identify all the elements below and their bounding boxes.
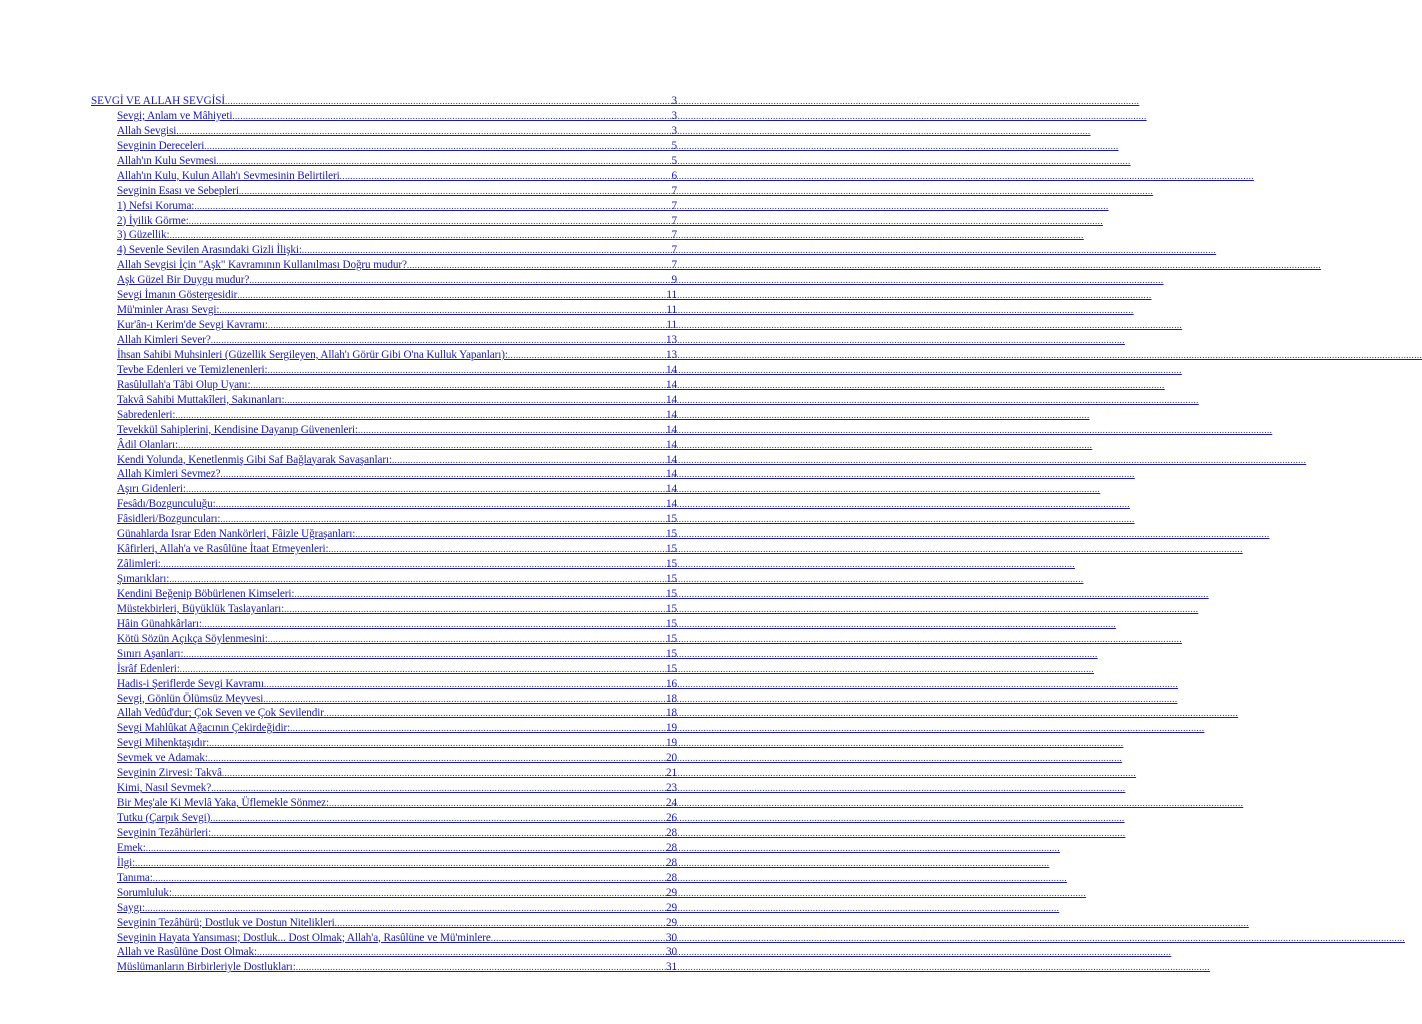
toc-entry-title: İhsan Sahibi Muhsinleri (Güzellik Sergileyen, Allah'ı Görür Gibi O'na Kulluk Yapanları): <box>117 348 508 361</box>
toc-entry <box>91 856 677 871</box>
toc-page-number: 14 <box>666 408 677 421</box>
toc-entry-title: Emek: <box>117 841 146 854</box>
toc-link[interactable] <box>91 333 677 348</box>
toc-entry-title: Sevgi Mahlûkat Ağacının Çekirdeğidir: <box>117 722 291 735</box>
toc-entry-title: Şımarıkları: <box>117 573 170 585</box>
toc-page-number: 14 <box>666 423 677 436</box>
toc-entry-title: İsrâf Edenleri: <box>117 662 180 675</box>
toc-entry-title: 2) İyilik Görme: <box>117 214 189 227</box>
toc-page-number: 11 <box>666 319 677 332</box>
toc-link[interactable] <box>91 273 677 288</box>
toc-page-number: 18 <box>666 692 677 705</box>
toc-link[interactable] <box>91 228 677 243</box>
toc-entry <box>91 94 677 109</box>
toc-dot-leader <box>172 886 666 901</box>
toc-link[interactable] <box>91 467 677 482</box>
toc-entry <box>91 916 677 931</box>
toc-link[interactable] <box>91 408 677 423</box>
toc-dot-leader <box>211 781 666 796</box>
toc-dot-leader <box>407 258 672 273</box>
toc-dot-leader <box>284 602 666 617</box>
toc-entry-title: Müstekbirleri, Büyüklük Taslayanları: <box>117 602 285 615</box>
toc-dot-leader <box>250 378 666 393</box>
toc-link[interactable] <box>91 617 677 632</box>
toc-link[interactable] <box>91 692 677 707</box>
toc-entry <box>91 886 677 901</box>
toc-page-number: 7 <box>671 259 677 272</box>
toc-link[interactable] <box>91 303 677 318</box>
toc-page-number: 19 <box>666 737 677 750</box>
toc-link[interactable] <box>91 721 677 736</box>
toc-link[interactable] <box>91 811 677 826</box>
toc-entry <box>91 228 677 243</box>
toc-dot-leader <box>208 751 666 766</box>
toc-page-number: 15 <box>666 662 677 675</box>
toc-link[interactable] <box>91 856 677 871</box>
toc-page-number: 11 <box>666 289 677 302</box>
toc-entry <box>91 497 677 512</box>
toc-dot-leader <box>294 587 666 602</box>
toc-entry-title: Zâlimleri: <box>117 558 161 571</box>
toc-page-number: 6 <box>671 169 677 182</box>
toc-entry-title: SEVGİ VE ALLAH SEVGİSİ <box>91 95 226 107</box>
toc-entry <box>91 512 677 527</box>
toc-entry <box>91 527 677 542</box>
toc-dot-leader <box>178 438 666 453</box>
toc-entry <box>91 423 677 438</box>
toc-entry-title: Sevmek ve Adamak: <box>117 752 208 765</box>
toc-entry <box>91 184 677 199</box>
toc-dot-leader <box>296 960 666 975</box>
toc-link[interactable] <box>91 378 677 393</box>
toc-entry-title: Allah Kimleri Sevmez? <box>117 468 221 481</box>
toc-page-number: 3 <box>671 109 677 122</box>
toc-entry <box>91 751 677 766</box>
toc-link[interactable] <box>91 677 677 692</box>
toc-page-number: 30 <box>666 931 677 944</box>
toc-entry <box>91 602 677 617</box>
toc-link[interactable] <box>91 647 677 662</box>
toc-dot-leader <box>329 796 666 811</box>
toc-dot-leader <box>268 632 666 647</box>
toc-dot-leader <box>237 288 666 303</box>
toc-page-number: 18 <box>666 707 677 720</box>
toc-entry <box>91 243 677 258</box>
toc-link[interactable] <box>91 602 677 617</box>
toc-entry-title: Sevginin Esası ve Sebepleri <box>117 184 239 197</box>
toc-dot-leader <box>175 408 666 423</box>
toc-entry-title: Sevginin Zirvesi: Takvâ <box>117 767 222 780</box>
toc-link[interactable] <box>91 482 677 497</box>
toc-entry <box>91 706 677 721</box>
toc-page-number: 5 <box>671 154 677 167</box>
toc-entry-title: Hadis-i Şeriflerde Sevgi Kavramı <box>117 677 264 690</box>
toc-entry <box>91 169 677 184</box>
toc-entry <box>91 333 677 348</box>
toc-page-number: 9 <box>671 274 677 287</box>
toc-dot-leader <box>220 512 666 527</box>
toc-dot-leader <box>169 572 666 587</box>
toc-entry-title: Allah'ın Kulu Sevmesi <box>117 154 217 167</box>
toc-entry-title: Allah ve Rasûlüne Dost Olmak: <box>117 946 258 959</box>
toc-dot-leader <box>239 184 672 199</box>
toc-page-number: 29 <box>666 901 677 914</box>
toc-entry <box>91 647 677 662</box>
toc-dot-leader <box>183 647 666 662</box>
toc-entry <box>91 781 677 796</box>
toc-entry-title: Sevginin Dereceleri <box>117 139 205 152</box>
toc-dot-leader <box>249 273 671 288</box>
toc-dot-leader <box>211 333 666 348</box>
toc-dot-leader <box>268 363 666 378</box>
toc-entry <box>91 871 677 886</box>
toc-dot-leader <box>491 931 666 946</box>
toc-dot-leader <box>189 214 672 229</box>
toc-page-number: 13 <box>666 334 677 346</box>
toc-entry-title: Sevginin Tezâhürü; Dostluk ve Dostun Nitelikleri <box>117 916 335 929</box>
toc-link[interactable] <box>91 124 677 139</box>
toc-link[interactable] <box>91 542 677 557</box>
toc-link[interactable] <box>91 318 677 333</box>
toc-page-number: 23 <box>666 782 677 795</box>
toc-entry <box>91 363 677 378</box>
toc-entry-title: Aşk Güzel Bir Duygu mudur? <box>117 274 250 287</box>
toc-entry <box>91 453 677 468</box>
toc-entry-title: Sevgi, Gönlün Ölümsüz Meyvesi <box>117 692 264 705</box>
toc-link[interactable] <box>91 497 677 512</box>
toc-page-number: 7 <box>671 214 677 227</box>
toc-dot-leader <box>392 453 666 468</box>
toc-dot-leader <box>328 542 666 557</box>
toc-link[interactable] <box>91 706 677 721</box>
toc-link[interactable] <box>91 438 677 453</box>
toc-dot-leader <box>219 303 666 318</box>
toc-dot-leader <box>290 721 666 736</box>
toc-page-number: 7 <box>671 184 677 197</box>
toc-dot-leader <box>202 617 666 632</box>
toc-entry <box>91 214 677 229</box>
toc-entry <box>91 438 677 453</box>
toc-link[interactable] <box>91 931 677 946</box>
toc-entry-title: Allah Sevgisi İçin "Aşk" Kavramının Kullanılması Doğru mudur? <box>117 259 407 272</box>
toc-entry <box>91 721 677 736</box>
toc-entry-title: Sevgi; Anlam ve Mâhiyeti <box>117 109 233 122</box>
toc-entry-title: Kur'ân-ı Kerim'de Sevgi Kavramı: <box>117 319 268 332</box>
toc-link[interactable] <box>91 557 677 572</box>
table-of-contents <box>91 94 677 975</box>
toc-link[interactable] <box>91 348 677 363</box>
toc-entry-title: Kötü Sözün Açıkça Söylenmesini: <box>117 632 268 645</box>
toc-entry <box>91 736 677 751</box>
toc-entry-title: İlgi: <box>117 856 136 869</box>
toc-entry-title: Sevginin Hayata Yansıması; Dostluk... Dost Olmak; Allah'a, Rasûlüne ve Mü'minlere <box>117 931 491 944</box>
toc-entry <box>91 303 677 318</box>
toc-dot-leader <box>302 243 672 258</box>
toc-dot-leader <box>204 139 671 154</box>
toc-entry <box>91 109 677 124</box>
toc-page-number: 15 <box>666 587 677 600</box>
toc-link[interactable] <box>91 751 677 766</box>
toc-entry <box>91 482 677 497</box>
toc-dot-leader <box>285 393 666 408</box>
toc-entry-title: Rasûlullah'a Tâbi Olup Uyanı: <box>117 378 251 391</box>
toc-entry <box>91 139 677 154</box>
toc-page-number: 7 <box>671 199 677 212</box>
toc-entry <box>91 796 677 811</box>
toc-entry <box>91 199 677 214</box>
toc-entry-title: Fâsidleri/Bozguncuları: <box>117 513 221 526</box>
toc-page-number: 15 <box>666 528 677 541</box>
toc-dot-leader <box>264 677 666 692</box>
toc-dot-leader <box>508 348 666 363</box>
toc-link[interactable] <box>91 945 677 960</box>
toc-link[interactable] <box>91 886 677 901</box>
toc-page-number: 28 <box>666 826 677 839</box>
toc-entry <box>91 901 677 916</box>
toc-entry <box>91 572 677 587</box>
toc-dot-leader <box>209 736 666 751</box>
toc-link[interactable] <box>91 199 677 214</box>
toc-dot-leader <box>257 945 666 960</box>
toc-page-number: 14 <box>666 483 677 496</box>
toc-dot-leader <box>216 154 671 169</box>
toc-entry-title: Allah Kimleri Sever? <box>117 334 211 346</box>
toc-entry-title: Kâfirleri, Allah'a ve Rasûlüne İtaat Etmeyenleri: <box>117 543 329 556</box>
toc-entry-title: Kimi, Nasıl Sevmek? <box>117 782 212 795</box>
toc-page-number: 3 <box>671 95 677 107</box>
toc-entry <box>91 273 677 288</box>
toc-dot-leader <box>340 169 672 184</box>
toc-entry <box>91 408 677 423</box>
toc-entry-title: Sevginin Tezâhürleri: <box>117 826 212 839</box>
toc-link[interactable] <box>91 154 677 169</box>
toc-page-number: 14 <box>666 498 677 511</box>
toc-page-number: 14 <box>666 468 677 481</box>
toc-entry-title: Sabredenleri: <box>117 408 176 421</box>
toc-page-number: 28 <box>666 841 677 854</box>
toc-dot-leader <box>225 94 671 109</box>
toc-link[interactable] <box>91 736 677 751</box>
toc-page-number: 15 <box>666 602 677 615</box>
toc-link[interactable] <box>91 139 677 154</box>
toc-dot-leader <box>135 856 666 871</box>
toc-entry-title: Allah Sevgisi <box>117 124 177 137</box>
toc-entry <box>91 692 677 707</box>
toc-entry-title: 4) Sevenle Sevilen Arasındaki Gizli İlişki: <box>117 244 302 257</box>
toc-entry-title: Tevekkül Sahiplerini, Kendisine Dayanıp Güvenenleri: <box>117 423 359 436</box>
toc-link[interactable] <box>91 796 677 811</box>
toc-link[interactable] <box>91 841 677 856</box>
toc-entry-title: Tevbe Edenleri ve Temizlenenleri: <box>117 363 268 376</box>
toc-page-number: 7 <box>671 244 677 257</box>
toc-entry-title: Sevgi Mihenktaşıdır: <box>117 737 210 750</box>
toc-page-number: 14 <box>666 453 677 466</box>
toc-entry <box>91 258 677 273</box>
toc-entry-title: Saygı: <box>117 901 145 914</box>
toc-entry-title: Sevgi İmanın Göstergesidir <box>117 289 238 302</box>
toc-page-number: 30 <box>666 946 677 959</box>
toc-link[interactable] <box>91 169 677 184</box>
toc-entry <box>91 542 677 557</box>
toc-entry-title: Sınırı Aşanları: <box>117 647 184 660</box>
toc-entry-title: 3) Güzellik: <box>117 229 170 242</box>
toc-page-number: 14 <box>666 393 677 406</box>
toc-link[interactable] <box>91 527 677 542</box>
toc-entry-title: Tanıma: <box>117 871 153 884</box>
toc-entry-title: Âdil Olanları: <box>117 438 179 451</box>
toc-page-number: 3 <box>671 124 677 137</box>
toc-dot-leader <box>210 811 666 826</box>
toc-entry-title: Günahlarda Israr Eden Nankörleri, Fâizle Uğraşanları: <box>117 528 356 541</box>
toc-page-number: 13 <box>666 348 677 361</box>
toc-page-number: 15 <box>666 558 677 571</box>
toc-page-number: 14 <box>666 438 677 451</box>
toc-link[interactable] <box>91 632 677 647</box>
toc-entry <box>91 348 677 363</box>
toc-entry-title: Fesâdı/Bozgunculuğu: <box>117 498 216 511</box>
toc-page-number: 21 <box>666 767 677 780</box>
toc-entry-title: Mü'minler Arası Sevgi: <box>117 304 220 317</box>
toc-link[interactable] <box>91 766 677 781</box>
toc-link[interactable] <box>91 214 677 229</box>
toc-entry <box>91 154 677 169</box>
toc-entry <box>91 766 677 781</box>
toc-entry-title: Kendini Beğenip Böbürlenen Kimseleri: <box>117 587 295 600</box>
toc-link[interactable] <box>91 453 677 468</box>
toc-page-number: 15 <box>666 632 677 645</box>
toc-dot-leader <box>355 527 666 542</box>
toc-entry-title: Müslümanların Birbirleriyle Dostlukları: <box>117 961 296 974</box>
toc-entry-title: Takvâ Sahibi Muttakîleri, Sakınanları: <box>117 393 285 406</box>
toc-entry <box>91 587 677 602</box>
toc-page-number: 5 <box>671 139 677 152</box>
toc-dot-leader <box>358 423 666 438</box>
toc-entry-title: Hâin Günahkârları: <box>117 617 202 630</box>
toc-entry <box>91 632 677 647</box>
toc-link[interactable] <box>91 258 677 273</box>
toc-dot-leader <box>145 901 666 916</box>
toc-dot-leader <box>180 662 666 677</box>
toc-page-number: 24 <box>666 797 677 810</box>
toc-entry-title: Tutku (Çarpık Sevgi) <box>117 812 211 824</box>
toc-link[interactable] <box>91 243 677 258</box>
toc-page-number: 31 <box>666 961 677 974</box>
toc-link[interactable] <box>91 393 677 408</box>
toc-entry-title: Bir Meş'ale Ki Mevlâ Yaka, Üflemekle Sönmez: <box>117 797 329 810</box>
toc-page-number: 19 <box>666 722 677 735</box>
toc-link[interactable] <box>91 587 677 602</box>
toc-dot-leader <box>161 557 666 572</box>
toc-entry <box>91 318 677 333</box>
toc-entry <box>91 393 677 408</box>
toc-link[interactable] <box>91 512 677 527</box>
toc-link[interactable] <box>91 94 677 109</box>
toc-page-number: 7 <box>671 229 677 242</box>
toc-entry <box>91 467 677 482</box>
toc-page-number: 14 <box>666 378 677 391</box>
toc-entry-title: Sorumluluk: <box>117 886 172 899</box>
toc-page-number: 28 <box>666 871 677 884</box>
toc-entry <box>91 677 677 692</box>
toc-link[interactable] <box>91 901 677 916</box>
toc-link[interactable] <box>91 960 677 975</box>
toc-page-number: 15 <box>666 543 677 556</box>
toc-page-number: 26 <box>666 812 677 824</box>
toc-link[interactable] <box>91 662 677 677</box>
toc-link[interactable] <box>91 781 677 796</box>
toc-page-number: 11 <box>666 304 677 317</box>
toc-link[interactable] <box>91 826 677 841</box>
toc-entry <box>91 841 677 856</box>
toc-entry-title: Kendi Yolunda, Kenetlenmiş Gibi Saf Bağlayarak Savaşanları: <box>117 453 392 466</box>
toc-dot-leader <box>324 706 666 721</box>
toc-entry <box>91 124 677 139</box>
toc-dot-leader <box>170 228 672 243</box>
toc-dot-leader <box>186 482 666 497</box>
toc-page-number: 16 <box>666 677 677 690</box>
toc-page-number: 29 <box>666 886 677 899</box>
toc-page-number: 20 <box>666 752 677 765</box>
toc-entry <box>91 945 677 960</box>
toc-dot-leader <box>153 871 666 886</box>
toc-dot-leader <box>268 318 667 333</box>
toc-entry-title: Allah'ın Kulu, Kulun Allah'ı Sevmesinin Belirtileri <box>117 169 340 182</box>
toc-dot-leader <box>176 124 671 139</box>
toc-dot-leader <box>194 199 671 214</box>
toc-page-number: 15 <box>666 573 677 585</box>
toc-page-number: 14 <box>666 363 677 376</box>
toc-link[interactable] <box>91 572 677 587</box>
toc-link[interactable] <box>91 423 677 438</box>
toc-entry <box>91 960 677 975</box>
toc-page-number: 28 <box>666 856 677 869</box>
toc-page-number: 15 <box>666 647 677 660</box>
toc-dot-leader <box>335 916 666 931</box>
toc-dot-leader <box>221 467 666 482</box>
toc-entry <box>91 662 677 677</box>
toc-page-number: 15 <box>666 617 677 630</box>
toc-entry-title: Aşırı Gidenleri: <box>117 483 186 496</box>
toc-link[interactable] <box>91 871 677 886</box>
toc-dot-leader <box>222 766 666 781</box>
toc-entry <box>91 931 677 946</box>
toc-link[interactable] <box>91 363 677 378</box>
toc-entry <box>91 378 677 393</box>
toc-entry <box>91 826 677 841</box>
toc-dot-leader <box>211 826 666 841</box>
toc-link[interactable] <box>91 288 677 303</box>
toc-dot-leader <box>232 109 671 124</box>
toc-dot-leader <box>146 841 666 856</box>
toc-link[interactable] <box>91 109 677 124</box>
toc-entry-title: Allah Vedûd'dur; Çok Seven ve Çok Sevilendir <box>117 707 324 720</box>
toc-dot-leader <box>216 497 666 512</box>
toc-entry <box>91 617 677 632</box>
toc-link[interactable] <box>91 916 677 931</box>
toc-page-number: 15 <box>666 513 677 526</box>
toc-entry <box>91 288 677 303</box>
toc-page-number: 29 <box>666 916 677 929</box>
toc-link[interactable] <box>91 184 677 199</box>
toc-entry-title: 1) Nefsi Koruma: <box>117 199 195 212</box>
toc-dot-leader <box>263 692 666 707</box>
toc-entry <box>91 811 677 826</box>
toc-entry <box>91 557 677 572</box>
